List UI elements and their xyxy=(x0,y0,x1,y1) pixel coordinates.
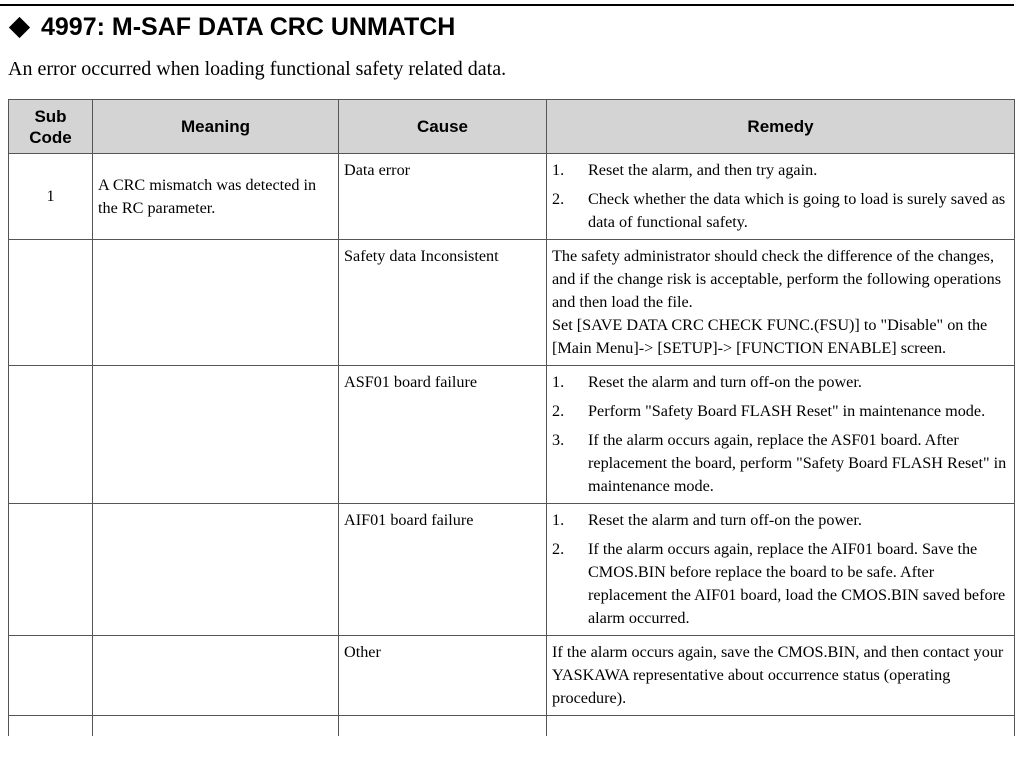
remedy-step: 1. Reset the alarm and turn off-on the power. xyxy=(552,373,862,391)
remedy-steps xyxy=(552,159,1009,234)
remedy-step: 1. Reset the alarm, and then try again. xyxy=(552,161,818,179)
table-row-continued xyxy=(9,716,1015,737)
alarm-heading xyxy=(8,11,455,43)
meaning-cell xyxy=(93,636,339,716)
alarm-table xyxy=(8,99,1015,736)
table-header-row xyxy=(9,100,1015,154)
table-row xyxy=(9,240,1015,366)
remedy-step: 3. If the alarm occurs again, replace the ASF01 board. After replacement the board, perform "Safety Board FLASH Reset" in maintenance mode. xyxy=(552,431,1007,495)
diamond-bullet-icon xyxy=(9,16,30,37)
alarm-description: An error occurred when loading functional safety related data. xyxy=(8,58,507,80)
cause-cell: Other xyxy=(339,636,547,716)
header-remedy: Remedy xyxy=(547,100,1015,154)
header-sub-code: Sub Code xyxy=(9,100,93,154)
header-cause: Cause xyxy=(339,100,547,154)
remedy-cell xyxy=(547,366,1015,504)
header-meaning: Meaning xyxy=(93,100,339,154)
sub-code-cell xyxy=(9,636,93,716)
cause-cell: AIF01 board failure xyxy=(339,504,547,636)
table-row xyxy=(9,636,1015,716)
alarm-title: 4997: M-SAF DATA CRC UNMATCH xyxy=(41,12,456,41)
meaning-cell xyxy=(93,240,339,366)
meaning-cell: A CRC mismatch was detected in the RC parameter. xyxy=(93,154,339,240)
remedy-steps xyxy=(552,509,1009,630)
cause-cell: Data error xyxy=(339,154,547,240)
remedy-text: The safety administrator should check the difference of the changes, and if the change risk is acceptable, perform the following operations and then load the file. xyxy=(552,247,1002,311)
remedy-step: 2. If the alarm occurs again, replace the AIF01 board. Save the CMOS.BIN before replace the board to be safe. After replacement the AIF01 board, load the CMOS.BIN saved before alarm occurred. xyxy=(552,540,1006,627)
remedy-cell xyxy=(547,154,1015,240)
cause-cell: ASF01 board failure xyxy=(339,366,547,504)
cause-cell: Safety data Inconsistent xyxy=(339,240,547,366)
top-rule xyxy=(0,4,1014,6)
table-row xyxy=(9,504,1015,636)
remedy-cell: If the alarm occurs again, save the CMOS.BIN, and then contact your YASKAWA representative about occurrence status (operating procedure). xyxy=(547,636,1015,716)
table-row xyxy=(9,154,1015,240)
remedy-steps xyxy=(552,371,1009,498)
remedy-step: 1. Reset the alarm and turn off-on the power. xyxy=(552,511,862,529)
remedy-step: 2. Perform "Safety Board FLASH Reset" in maintenance mode. xyxy=(552,402,986,420)
meaning-cell xyxy=(93,504,339,636)
sub-code-cell xyxy=(9,366,93,504)
remedy-cell xyxy=(547,240,1015,366)
remedy-step: 2. Check whether the data which is going to load is surely saved as data of functional safety. xyxy=(552,190,1006,231)
sub-code-cell xyxy=(9,504,93,636)
meaning-cell xyxy=(93,366,339,504)
sub-code-cell xyxy=(9,240,93,366)
remedy-cell xyxy=(547,504,1015,636)
remedy-text-2: Set [SAVE DATA CRC CHECK FUNC.(FSU)] to "Disable" on the [Main Menu]-> [SETUP]-> [FUNCTION ENABLE] screen. xyxy=(552,316,988,357)
table-row xyxy=(9,366,1015,504)
sub-code-cell: 1 xyxy=(9,154,93,240)
